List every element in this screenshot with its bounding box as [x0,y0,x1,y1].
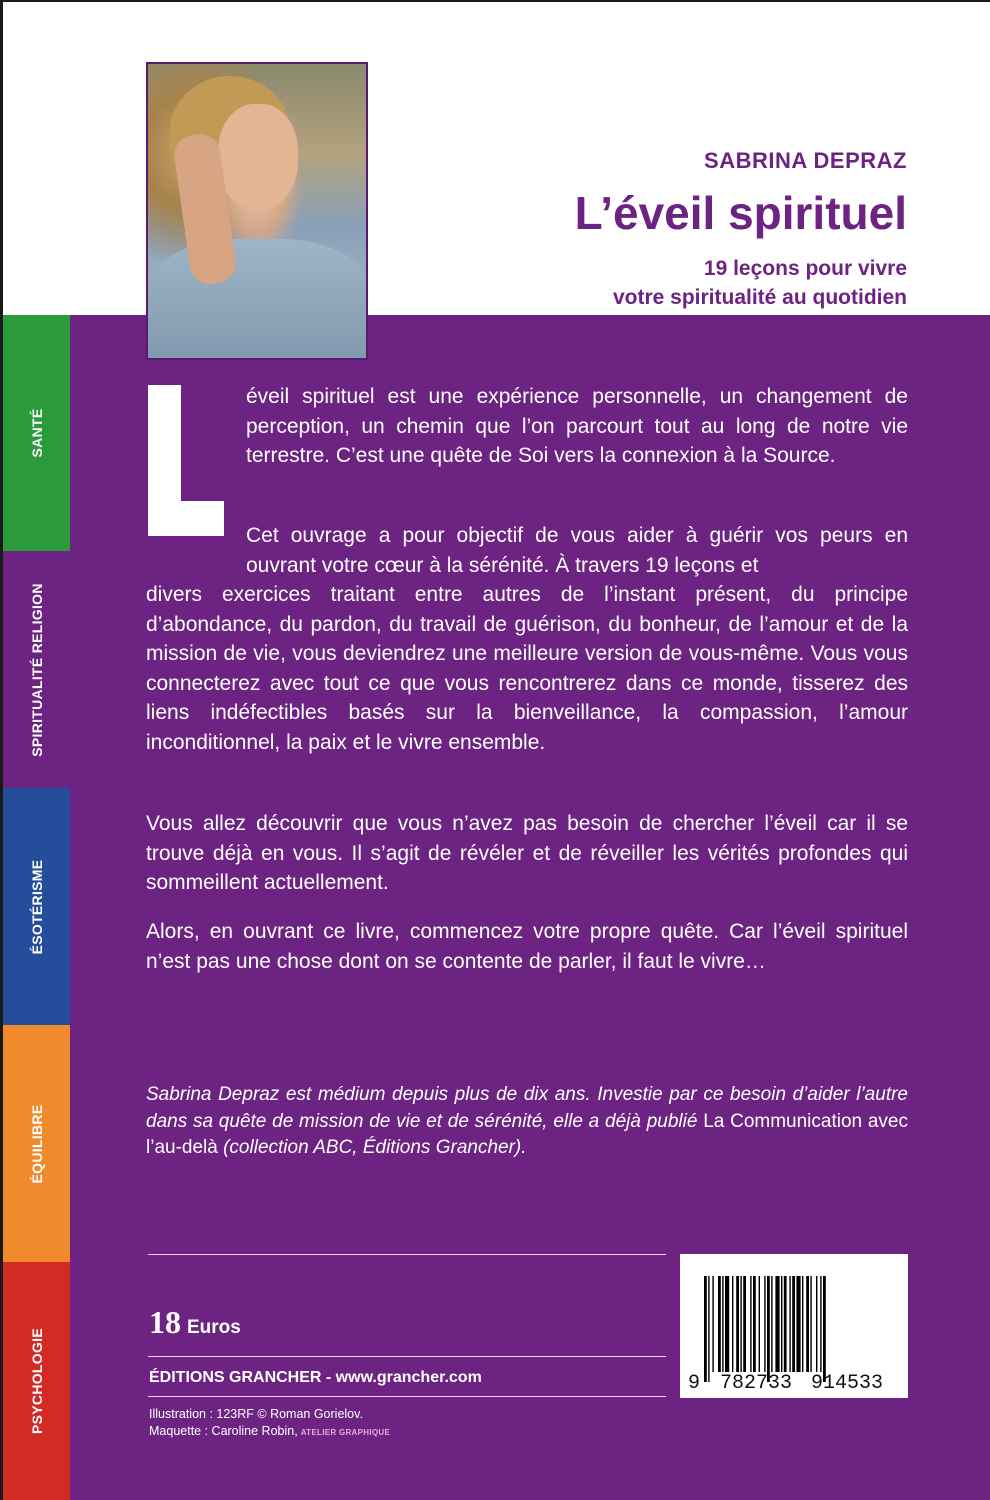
spine-category-esoterisme [3,788,70,1025]
spine-category-psychologie [3,1262,70,1500]
credit-layout: Maquette : Caroline Robin, [149,1424,298,1438]
credits [149,1406,390,1441]
blurb-paragraph-4: Alors, en ouvrant ce livre, commencez votre propre quête. Car l’éveil spirituel n’est pas une chose dont on se contente de parler, il faut le vivre… [146,920,908,973]
divider-2 [148,1356,666,1357]
isbn-prefix-digit: 9 [688,1372,701,1395]
blurb-paragraph-1: éveil spirituel est une expérience personnelle, un changement de perception, un chemin que l’on parcourt tout au long de notre vie terrestre. C’est une quête de Soi vers la connexion à la Source. [246,385,908,468]
barcode [680,1254,908,1398]
spine-category-equilibre [3,1025,70,1262]
spine-category-sante [3,315,70,551]
category-label: PSYCHOLOGIE [28,1328,45,1434]
publisher-line: ÉDITIONS GRANCHER - www.grancher.com [149,1369,482,1386]
credit-illustration: Illustration : 123RF © Roman Gorielov. [149,1407,363,1421]
drop-cap-l [148,385,224,536]
divider-3 [148,1396,666,1397]
blurb-paragraph-2: divers exercices traitant entre autres de l’instant présent, du principe d’abondance, du pardon, du travail de guérison, du bonheur, de l’amour et de la mission de vie, vous deviendrez une meilleure version de vous-même. Vous vous connecterez avec tout ce que vous rencontrerez dans ce monde, tisserez des liens indéfectibles basés sur la bienveillance, la compassion, l’amour inconditionnel, la paix et le vivre ensemble. [146,583,908,754]
blurb-paragraph-3: Vous allez découvrir que vous n’avez pas besoin de chercher l’éveil car il se trouve déjà en vous. Il s’agit de révéler et de réveiller les vérités profondes qui sommeillent actuellement. [146,812,908,895]
isbn-left-group: 782733 [720,1372,793,1395]
divider-1 [148,1254,666,1255]
price [149,1304,241,1341]
subtitle-line-2: votre spiritualité au quotidien [612,286,907,309]
category-label: ÉQUILIBRE [28,1104,45,1183]
price-amount: 18 [149,1304,181,1340]
author-bio [146,1082,908,1162]
category-label: SPIRITUALITÉ RELIGION [28,582,45,757]
book-subtitle [613,254,907,312]
price-unit: Euros [187,1317,241,1338]
spine-category-spiritualite [3,551,70,788]
isbn-right-group: 914533 [811,1372,884,1395]
bio-book-reference: La Communication avec l’au-delà [146,1110,908,1158]
subtitle-line-1: 19 leçons pour vivre [703,257,907,280]
category-label: SANTÉ [28,408,45,458]
category-label: ÉSOTÉRISME [28,859,45,954]
bio-text-1: Sabrina Depraz est médium depuis plus de dix ans. Investie par ce besoin d’aider l’autre dans sa quête de mission de vie et de sérénité, elle a déjà publié [146,1084,908,1132]
author-photo [146,62,368,360]
blurb-paragraph-2-first-line: Cet ouvrage a pour objectif de vous aider à guérir vos peurs en ouvrant votre cœur à la sérénité. À travers 19 leçons et [246,524,908,577]
author-name: SABRINA DEPRAZ [704,148,907,173]
studio-logo: ATELIER GRAPHIQUE [300,1428,391,1437]
book-title: L’éveil spirituel [574,187,907,239]
bio-text-2: (collection ABC, Éditions Grancher). [217,1137,527,1158]
